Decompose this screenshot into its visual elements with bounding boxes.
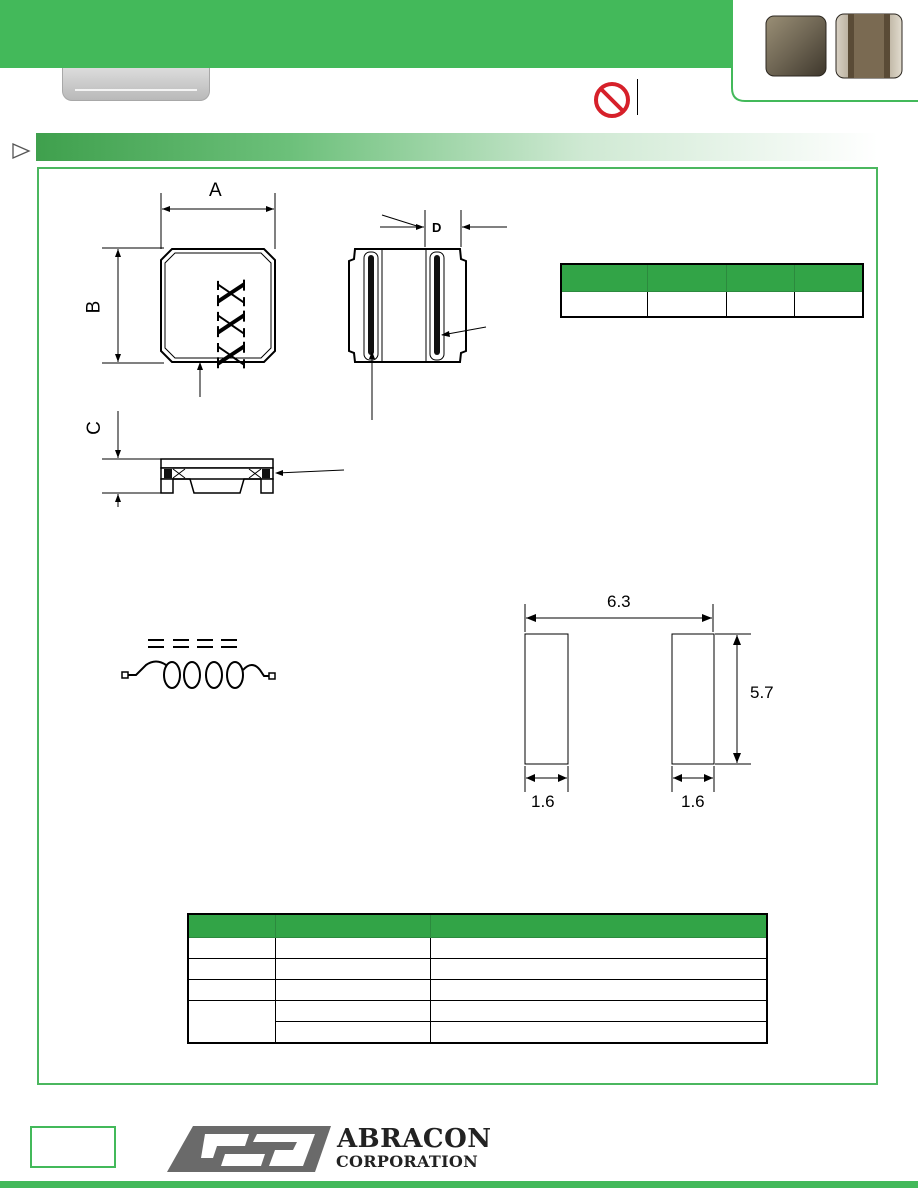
- table-header-cell: [276, 914, 431, 938]
- table-header-cell: [561, 264, 647, 292]
- table-cell: [795, 292, 863, 318]
- logo-wordmark: ABRACON: [337, 1124, 492, 1154]
- separator: [637, 79, 638, 115]
- table-cell: [276, 1001, 431, 1022]
- table-cell: [561, 292, 647, 318]
- table-row: [188, 938, 767, 959]
- pad-width-right-label: 1.6: [681, 792, 705, 811]
- materials-table: [187, 913, 768, 1044]
- page-number-box: [30, 1126, 116, 1168]
- table-row: [188, 959, 767, 980]
- dimension-b-label: B: [83, 300, 105, 314]
- dimension-d-label: D: [432, 220, 442, 235]
- table-cell: [188, 959, 276, 980]
- abracon-logo-icon: [165, 1124, 335, 1174]
- table-cell: [431, 1001, 768, 1022]
- land-height-label: 5.7: [750, 683, 774, 702]
- title-bar: [0, 0, 732, 68]
- part-marking: XXX: [210, 275, 254, 369]
- table-row: [561, 292, 863, 318]
- table-header-cell: [647, 264, 727, 292]
- table-row: [188, 980, 767, 1001]
- table-row: [188, 1022, 767, 1044]
- footer-bar: [0, 1181, 918, 1188]
- inductor-symbol-icon: [118, 630, 280, 700]
- table-cell: [431, 980, 768, 1001]
- table-header-cell: [795, 264, 863, 292]
- section-bar: [36, 133, 878, 161]
- table-cell: [276, 1022, 431, 1044]
- table-cell: [188, 938, 276, 959]
- table-cell: [188, 980, 276, 1001]
- table-header-cell: [188, 914, 276, 938]
- table-cell: [276, 938, 431, 959]
- table-cell: [276, 959, 431, 980]
- series-tab: [62, 68, 210, 101]
- section-arrow-icon: [10, 140, 32, 162]
- table-cell: [431, 938, 768, 959]
- table-cell: [647, 292, 727, 318]
- table-row: [188, 1001, 767, 1022]
- dimensions-table: [560, 263, 864, 318]
- land-pattern-drawing: [515, 600, 765, 800]
- table-header-row: [188, 914, 767, 938]
- table-cell: [431, 1022, 768, 1044]
- pad-width-left-label: 1.6: [531, 792, 555, 811]
- table-header-row: [561, 264, 863, 292]
- table-header-cell: [431, 914, 768, 938]
- table-cell: [276, 980, 431, 1001]
- rohs-prohibition-icon: [592, 80, 632, 120]
- land-width-label: 6.3: [607, 592, 631, 611]
- table-header-cell: [727, 264, 795, 292]
- dimension-c-label: C: [83, 421, 105, 435]
- logo-subtitle: CORPORATION: [336, 1152, 479, 1171]
- dimension-a-label: A: [209, 180, 222, 201]
- table-cell: [727, 292, 795, 318]
- table-cell: [431, 959, 768, 980]
- product-photo-icon: [762, 10, 912, 82]
- mechanical-drawing: [80, 175, 550, 515]
- table-cell: [188, 1001, 276, 1044]
